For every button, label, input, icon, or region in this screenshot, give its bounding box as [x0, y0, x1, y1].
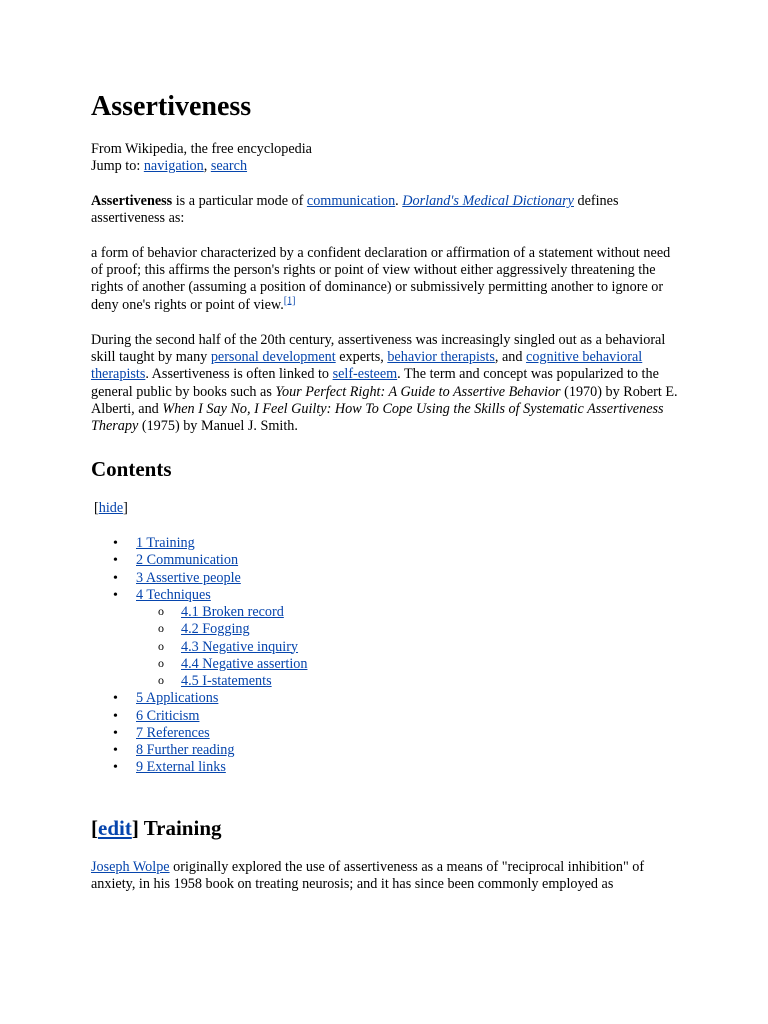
toc-link[interactable]: 9 External links	[136, 759, 226, 776]
history-text: experts,	[335, 349, 388, 366]
toc-hide-toggle	[94, 500, 694, 517]
history-text: During the second half of the 20th century, assertiveness was increasingly singled out as a behavioral skill taught by many	[91, 332, 666, 366]
toc-link[interactable]: 4.2 Fogging	[181, 621, 250, 638]
toc-link[interactable]: 4.5 I-statements	[181, 673, 272, 689]
jump-to-label: Jump to:	[91, 158, 141, 175]
cognitive-behavioral-therapists-link[interactable]: cognitive behavioral therapists	[91, 349, 643, 383]
joseph-wolpe-link[interactable]: Joseph Wolpe	[91, 859, 170, 875]
toc-link[interactable]: 8 Further reading	[136, 742, 235, 758]
toc-link[interactable]: 4.3 Negative inquiry	[181, 638, 299, 655]
history-text: (1975) by Manuel J. Smith.	[138, 418, 298, 435]
intro-paragraph	[91, 193, 681, 227]
toc-link[interactable]: 3 Assertive people	[136, 569, 241, 586]
toc-link[interactable]: 4.1 Broken record	[181, 604, 284, 620]
definition-quote	[91, 245, 681, 314]
history-text: (1970) by Robert E. Alberti, and	[91, 383, 678, 417]
history-text: . Assertiveness is often linked to	[145, 366, 333, 383]
personal-development-link[interactable]: personal development	[210, 349, 336, 366]
toc-link[interactable]: 2 Communication	[136, 552, 239, 569]
history-text: , and	[494, 349, 527, 366]
toc-item	[91, 656, 691, 673]
toc-item	[91, 604, 691, 621]
history-text: . The term and concept was popularized to the general public by books such as	[91, 366, 659, 400]
training-heading	[91, 815, 691, 841]
toc-item	[91, 708, 691, 725]
page-title: Assertiveness	[91, 91, 252, 122]
contents-heading: Contents	[91, 457, 172, 481]
toc-item	[91, 742, 691, 759]
toc-item	[91, 759, 691, 776]
reference-1-link[interactable]: [1]	[283, 294, 296, 306]
jump-search-link[interactable]: search	[210, 158, 248, 175]
behavior-therapists-link[interactable]: behavior therapists	[387, 349, 495, 366]
book-title-1: Your Perfect Right: A Guide to Assertive Behavior	[275, 383, 561, 400]
toc-item	[91, 552, 691, 569]
toc-item	[91, 587, 691, 604]
toc-link[interactable]: 7 References	[136, 724, 210, 741]
toc-link[interactable]: 5 Applications	[136, 690, 219, 707]
toc-link[interactable]: 4.4 Negative assertion	[181, 655, 308, 672]
bracket-open: [	[94, 500, 99, 516]
jump-separator: ,	[203, 158, 208, 175]
toc-item	[91, 570, 691, 587]
bracket-close: ]	[123, 500, 128, 516]
definition-text: a form of behavior characterized by a confident declaration or affirmation of a statement without need of proof; this affirms the person's rights or point of view without either aggressively threatening the rights of another (assuming a position of dominance) or submissively permitting another to ignore or deny one's rights or point of view.	[91, 245, 671, 313]
intro-term: Assertiveness	[91, 193, 173, 209]
communication-link[interactable]: communication	[306, 193, 396, 209]
from-wikipedia-line: From Wikipedia, the free encyclopedia	[91, 141, 312, 157]
toc-list	[91, 535, 691, 777]
toc-item	[91, 621, 691, 638]
dorland-dictionary-link[interactable]: Dorland's Medical Dictionary	[402, 193, 574, 209]
training-text: originally explored the use of assertiveness as a means of "reciprocal inhibition" of anxiety, in his 1958 book on treating neurosis; and it has since been commonly employed as	[91, 859, 645, 893]
jump-navigation-link[interactable]: navigation	[143, 158, 204, 175]
bracket-close: ]	[131, 816, 139, 840]
toc-item	[91, 690, 691, 707]
history-paragraph	[91, 332, 681, 435]
toc-link[interactable]: 4 Techniques	[136, 586, 211, 603]
intro-text: is a particular mode of	[172, 193, 307, 209]
toc-item	[91, 639, 691, 656]
site-subtitle	[91, 141, 691, 175]
self-esteem-link[interactable]: self-esteem	[332, 366, 398, 383]
bracket-open: [	[91, 816, 98, 840]
edit-training-link[interactable]: edit	[98, 816, 132, 840]
toc-item	[91, 673, 691, 690]
training-heading-text: Training	[138, 816, 222, 840]
jump-to-line	[91, 158, 691, 175]
book-title-2: When I Say No, I Feel Guilty: How To Cope Using the Skills of Systematic Assertiveness Therapy	[91, 400, 664, 435]
toc-item	[91, 535, 691, 552]
toc-item	[91, 725, 691, 742]
intro-text: .	[395, 193, 403, 209]
table-of-contents	[91, 535, 691, 777]
toc-link[interactable]: 6 Criticism	[136, 707, 200, 724]
intro-text: defines assertiveness as:	[91, 193, 619, 227]
toc-hide-link[interactable]: hide	[98, 500, 124, 516]
toc-link[interactable]: 1 Training	[136, 535, 195, 551]
training-paragraph	[91, 859, 681, 893]
